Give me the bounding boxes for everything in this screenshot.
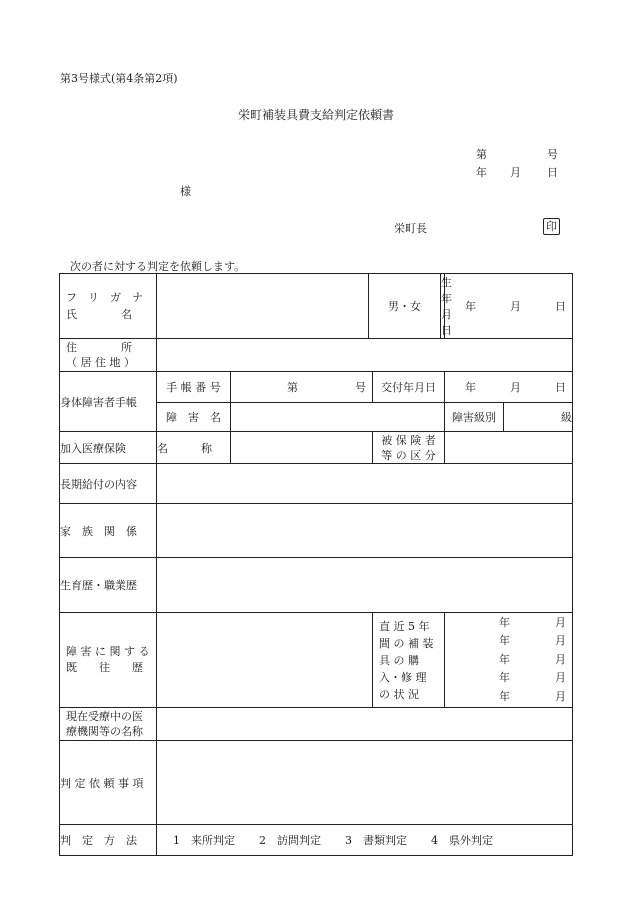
sex-select[interactable]: 男・女 <box>369 274 441 339</box>
request-field[interactable] <box>157 741 573 825</box>
hospital-label: 現在受療中の医 療機関等の名称 <box>60 708 157 741</box>
method-option-out-of-prefecture[interactable]: 4 県外判定 <box>431 834 493 847</box>
family-label: 家 族 関 係 <box>60 504 157 558</box>
disability-grade-label: 障害級別 <box>445 403 504 432</box>
disability-grade-field[interactable]: 級 <box>504 403 573 432</box>
name-field[interactable] <box>157 274 369 339</box>
insured-class-field[interactable] <box>445 432 573 464</box>
judgment-request-form <box>59 273 573 856</box>
doc-number-go: 号 <box>547 148 558 161</box>
method-option-document[interactable]: 3 書類判定 <box>345 834 407 847</box>
insured-class-label: 被 保 険 者 等 の 区 分 <box>373 432 445 464</box>
method-label: 判 定 方 法 <box>60 825 157 856</box>
intro-text: 次の者に対する判定を依頼します。 <box>70 260 246 273</box>
handbook-number-field[interactable]: 第 号 <box>231 372 373 403</box>
address-field[interactable] <box>157 339 573 372</box>
form-number: 第3号様式(第4条第2項) <box>60 72 178 85</box>
medical-history-label: 障 害 に 関 す る 既 往 歴 <box>60 613 157 708</box>
career-field[interactable] <box>157 558 573 613</box>
request-label: 判 定 依 頼 事 項 <box>60 741 157 825</box>
long-term-label: 長期給付の内容 <box>60 464 157 504</box>
method-options <box>157 825 573 856</box>
insurance-label: 加入医療保険 <box>60 432 157 464</box>
recent-devices-field[interactable]: 年 月 年 月 年 月 年 月 年 月 <box>445 613 573 708</box>
career-label: 生育歴・職業歴 <box>60 558 157 613</box>
recent-devices-label: 直 近 5 年 間 の 補 装 具 の 購 入・修 理 の 状 況 <box>373 613 445 708</box>
date-month: 月 <box>510 166 521 179</box>
insurance-name-field[interactable] <box>231 432 373 464</box>
long-term-field[interactable] <box>157 464 573 504</box>
issue-date-field[interactable]: 年 月 日 <box>445 372 573 403</box>
disability-name-field[interactable] <box>231 403 445 432</box>
method-option-home-visit[interactable]: 2 訪問判定 <box>259 834 321 847</box>
birthdate-field[interactable]: 年 月 日 <box>445 274 573 339</box>
handbook-label: 身体障害者手帳 <box>60 372 157 432</box>
date-year: 年 <box>476 166 487 179</box>
disability-name-label: 障 害 名 <box>157 403 231 432</box>
issue-date-label: 交付年月日 <box>373 372 445 403</box>
medical-history-field[interactable] <box>157 613 373 708</box>
sender-name: 栄町長 <box>394 222 427 235</box>
address-label: 住 所 （ 居 住 地 ） <box>60 339 157 372</box>
doc-number-dai: 第 <box>476 148 487 161</box>
seal-stamp: 印 <box>543 218 560 235</box>
insurance-name-label: 名 称 <box>157 432 231 464</box>
date-day: 日 <box>547 166 558 179</box>
handbook-number-label: 手 帳 番 号 <box>157 372 231 403</box>
birthdate-label: 生 年 月 日 <box>441 274 445 339</box>
furigana-name-label: フ リ ガ ナ 氏 名 <box>60 274 157 339</box>
page-title: 栄町補装具費支給判定依頼書 <box>238 108 395 122</box>
method-option-visit-office[interactable]: 1 来所判定 <box>173 834 235 847</box>
family-field[interactable] <box>157 504 573 558</box>
addressee-suffix: 様 <box>180 185 191 198</box>
hospital-field[interactable] <box>157 708 573 741</box>
